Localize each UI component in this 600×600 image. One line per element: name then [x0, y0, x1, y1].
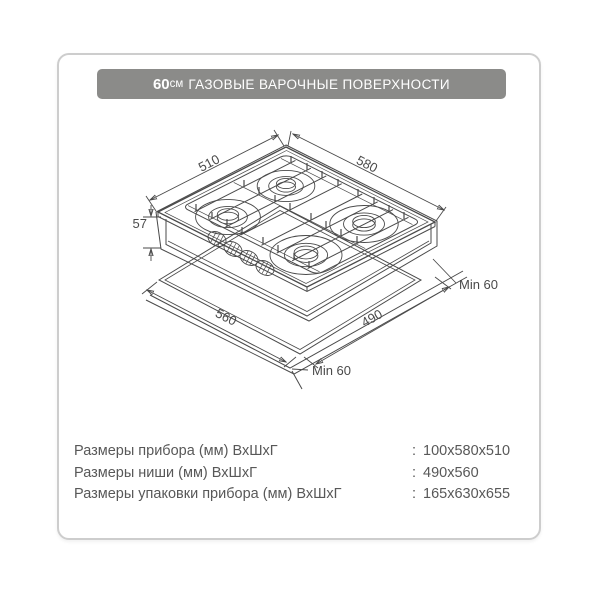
- min-gap-right: [433, 259, 498, 292]
- spec-label: Размеры прибора (мм) ВхШхГ: [74, 443, 278, 459]
- dim-560-label: 560: [212, 305, 240, 329]
- banner-size: 60: [152, 75, 170, 93]
- spec-label: Размеры ниши (мм) ВхШхГ: [74, 464, 257, 481]
- burner-front-right: [270, 236, 342, 275]
- spec-value: : 100x580x510: [412, 443, 511, 459]
- dim-510-label: 510: [195, 151, 223, 175]
- hob-body: [156, 145, 437, 321]
- banner-title: ГАЗОВЫЕ ВАРОЧНЫЕ ПОВЕРХНОСТИ: [188, 76, 451, 92]
- dimension-560: [142, 282, 296, 367]
- banner-unit: см: [169, 78, 184, 90]
- dim-490-label: 490: [358, 306, 385, 330]
- min60-right-label: Min 60: [459, 277, 499, 292]
- min60-bottom-label: Min 60: [312, 363, 352, 378]
- niche-cutout-outline: [159, 206, 421, 354]
- spec-label: Размеры упаковки прибора (мм) ВхШхГ: [74, 486, 342, 503]
- dimension-510: [146, 130, 284, 211]
- spec-value: : 490x560: [412, 464, 479, 481]
- dimension-57: [133, 205, 161, 261]
- knob: [253, 258, 276, 279]
- knob: [221, 239, 244, 260]
- grate: [182, 154, 421, 275]
- dim-580-label: 580: [353, 152, 381, 176]
- spec-value: : 165x630x655: [412, 486, 511, 503]
- dim-57-label: 57: [132, 216, 147, 231]
- burner-front-left: [196, 199, 261, 234]
